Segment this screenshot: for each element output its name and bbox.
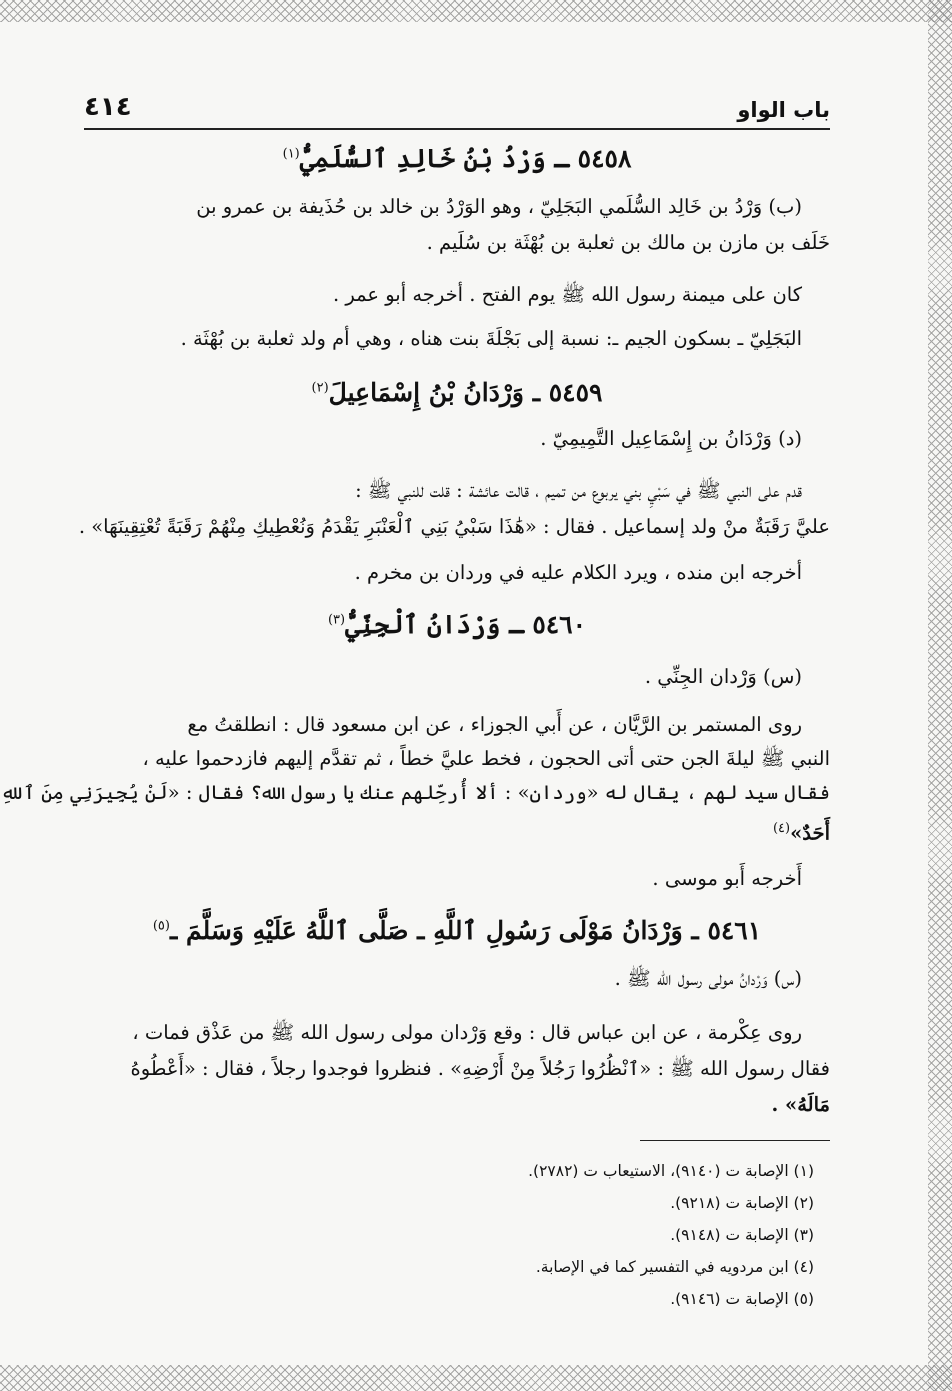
footnote: (٢) الإصابة ت (٩٢١٨). — [670, 1194, 814, 1212]
decorative-border-top — [0, 0, 952, 22]
entry-line: عليَّ رَقَبَةٌ منْ ولد إسماعيل . فقال : «هَٰذَا سَبْيُ بَنِي ٱلْعَنْبَرِ يَقْدَمُ وَنُعْطِيكِ مِنْهُمْ رَقَبَةً تُعْتِقِينَهَا» . — [78, 515, 830, 538]
entry-line: أخرجه ابن منده ، ويرد الكلام عليه في وردان بن مخرم . — [354, 561, 802, 584]
page-number: ٤١٤ — [84, 92, 132, 122]
entry-line: أَخرجه أَبو موسى . — [652, 867, 802, 890]
footnote: (٤) ابن مردويه في التفسير كما في الإصابة. — [535, 1258, 814, 1276]
entry-title: ٥٤٦٠ ـ وَرْدَانُ ٱلْجِنِّيُّ$^{(٣)}$ — [327, 610, 587, 639]
decorative-border-bottom — [0, 1365, 952, 1391]
entry-line: (ب) وَرْدُ بن خَالِد السُّلَمي البَجَلِيّ ، وهو الوَرْدُ بن خالد بن حُذَيفة بن عمرو بن — [196, 195, 802, 218]
entry-title: ٥٤٦١ ـ وَرْدَانُ مَوْلَى رَسُولِ ٱللَّهِ ـ صَلَّى ٱللَّهُ عَلَيْهِ وَسَلَّمَ ـ$^{(٥)}$ — [152, 916, 762, 945]
entry-line: روى المستمر بن الرَّيَّان ، عن أَبي الجوزاء ، عن ابن مسعود قال : انطلقتُ مع — [187, 713, 802, 736]
entry-line: روى عِكْرمة ، عن ابن عباس قال : وقع وَرْدان مولى رسول الله ﷺ من عَذْق فمات ، — [132, 1021, 802, 1044]
entry-line: أَحَدٌ»$^{(٤)}$ — [772, 821, 830, 845]
footnote-divider — [640, 1140, 830, 1141]
entry-title: ٥٤٥٩ ـ وَرْدَانُ بْنُ إِسْمَاعِيلَ$^{(٢)}$ — [311, 378, 603, 407]
entry-line: (د) وَرْدَانُ بن إِسْمَاعِيل التَّمِيمِيّ . — [540, 427, 802, 450]
chapter-title: باب الواو — [737, 98, 830, 122]
entry-line: قدم على النبي ﷺ في سَبْيِ بني يربوع من تميم ، قالت عائشة : قلت للنبي ﷺ : — [355, 479, 802, 502]
entry-line: النبي ﷺ ليلةَ الجن حتى أتى الحجون ، فخط عليَّ خطاً ، ثم تقدَّم إليهم فازدحموا عليه ، — [142, 747, 830, 770]
footnote: (١) الإصابة ت (٩١٤٠)، الاستيعاب ت (٢٧٨٢). — [528, 1162, 814, 1180]
entry-line: فقال رسول الله ﷺ : «ٱنْظُرُوا رَجُلاً مِنْ أَرْضِهِ» . فنظروا فوجدوا رجلاً ، فقال : «أَعْطُوهُ — [130, 1057, 830, 1080]
entry-title: ٥٤٥٨ ـ وَرْدُ بْنُ خَالِدِ ٱلسُّلَمِيُّ$^{(١)}$ — [282, 144, 632, 173]
book-page — [0, 80, 830, 1350]
entry-line: خَلَف بن مازن بن مالك بن ثعلبة بن بُهْثَة بن سُلَيم . — [426, 231, 830, 254]
entry-line: فقال سيد لهم ، يقال له «وردان» : ألا أُرحِّلهم عنك يا رسول الله؟ فقال : «لَنْ يُجِيرَنِي مِنَ ٱللهِ — [0, 781, 830, 804]
entry-line: (س) وَرْدان الجِنِّي . — [644, 665, 802, 688]
footnote: (٥) الإصابة ت (٩١٤٦). — [670, 1290, 814, 1308]
page-header — [84, 88, 830, 130]
entry-line: البَجَلِيّ ـ بسكون الجيم ـ: نسبة إلى بَجْلَةَ بنت هناه ، وهي أم ولد ثعلبة بن بُهْثَة . — [180, 327, 802, 350]
decorative-border-right — [928, 0, 952, 1391]
footnote: (٣) الإصابة ت (٩١٤٨). — [670, 1226, 814, 1244]
entry-line: مَالَهُ» . — [771, 1093, 830, 1116]
entry-line: (س) وَرْدانُ مولى رسول الله ﷺ . — [614, 967, 802, 990]
entry-line: كان على ميمنة رسول الله ﷺ يوم الفتح . أخرجه أبو عمر . — [332, 283, 802, 306]
